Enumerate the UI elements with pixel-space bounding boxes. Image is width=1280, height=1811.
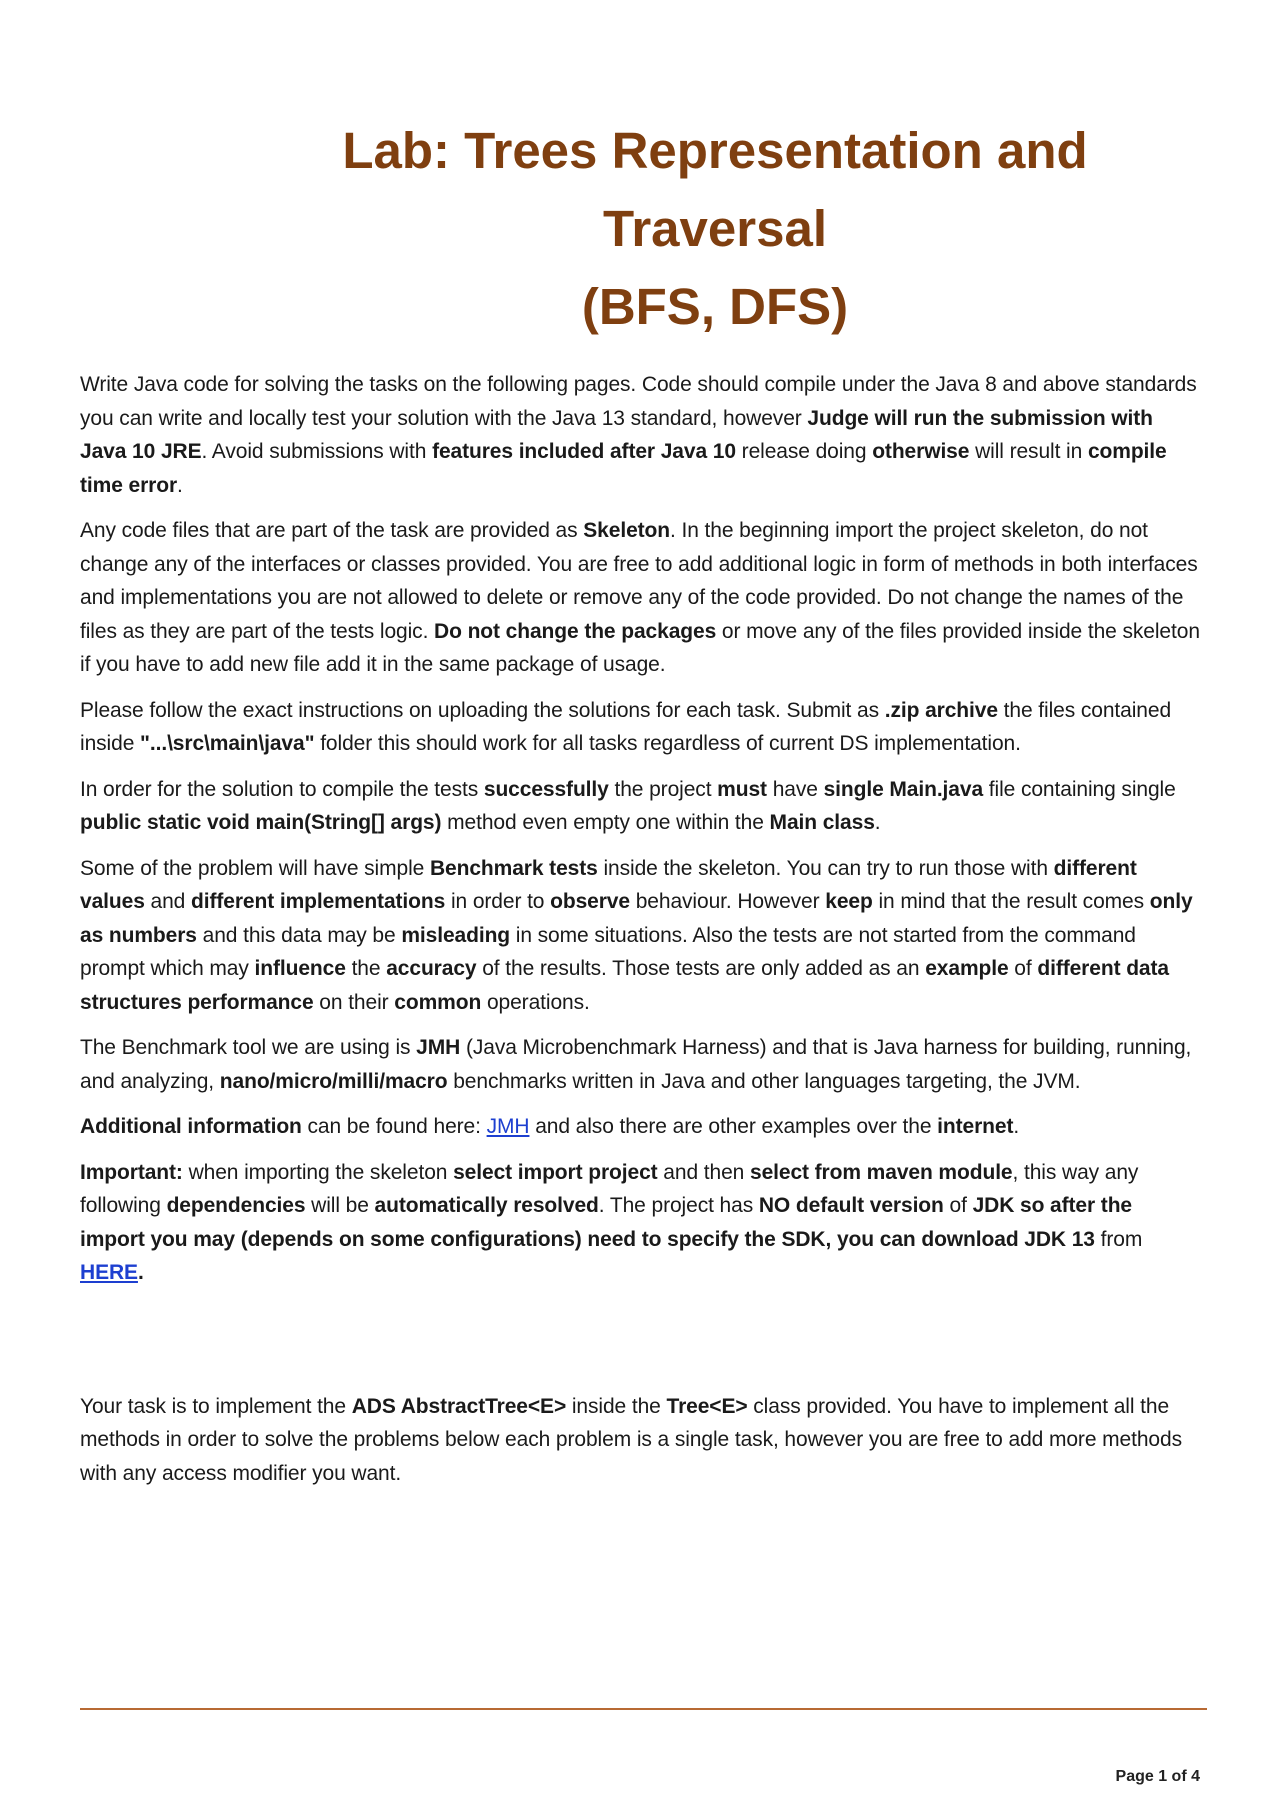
paragraph-main-class: In order for the solution to compile the tests successfully the project must have single Main.java file containing single public static void main(String[] args) method even empty one within the Main class. bbox=[80, 777, 1176, 834]
paragraph-important: Important: when importing the skeleton select import project and then select from maven module, this way any following dependencies will be automatically resolved. The project has NO default version of JDK so after the import you may (depends on some configurations) need to specify the SDK, you can download JDK 13 from HERE. bbox=[80, 1160, 1143, 1284]
paragraph-benchmark: Some of the problem will have simple Benchmark tests inside the skeleton. You can try to run those with different values and different implementations in order to observe behaviour. However keep in mind that the result comes only as numbers and this data may be misleading in some situations. Also the tests are not started from the command prompt which may influence the accuracy of the results. Those tests are only added as an example of different data structures performance on their common operations. bbox=[80, 856, 1193, 1014]
page-title-line2: (BFS, DFS) bbox=[581, 278, 849, 335]
paragraph-java-version: Write Java code for solving the tasks on the following pages. Code should compile under the Java 8 and above standards you can write and locally test your solution with the Java 13 standard, however Judge will run the submission with Java 10 JRE. Avoid submissions with features included after Java 10 release doing otherwise will result in compile time error. bbox=[80, 373, 1197, 497]
paragraph-task: Your task is to implement the ADS AbstractTree<E> inside the Tree<E> class provided. You have to implement all the methods in order to solve the problems below each problem is a single task, however you are free to add more methods with any access modifier you want. bbox=[80, 1394, 1182, 1485]
document-body bbox=[80, 368, 1200, 1490]
page-title-line1: Lab: Trees Representation and Traversal bbox=[342, 122, 1088, 257]
jmh-link[interactable]: JMH bbox=[486, 1115, 530, 1138]
footer-divider bbox=[80, 1708, 1207, 1710]
page-number: Page 1 of 4 bbox=[1115, 1768, 1200, 1785]
page-title bbox=[80, 112, 1200, 346]
document-page bbox=[80, 0, 1200, 1811]
paragraph-additional-info: Additional information can be found here: JMH and also there are other examples over the internet. bbox=[80, 1115, 1020, 1138]
paragraph-skeleton: Any code files that are part of the task are provided as Skeleton. In the beginning import the project skeleton, do not change any of the interfaces or classes provided. You are free to add additional logic in form of methods in both interfaces and implementations you are not allowed to delete or remove any of the code provided. Do not change the names of the files as they are part of the tests logic. Do not change the packages or move any of the files provided inside the skeleton if you have to add new file add it in the same package of usage. bbox=[80, 519, 1200, 676]
paragraph-upload: Please follow the exact instructions on uploading the solutions for each task. Submit as .zip archive the files contained inside "...\src\main\java" folder this should work for all tasks regardless of current DS implementation. bbox=[80, 698, 1172, 755]
paragraph-jmh: The Benchmark tool we are using is JMH (Java Microbenchmark Harness) and that is Java harness for building, running, and analyzing, nano/micro/milli/macro benchmarks written in Java and other languages targeting, the JVM. bbox=[80, 1036, 1192, 1093]
spacer bbox=[80, 1302, 1200, 1390]
jdk-download-link[interactable]: HERE bbox=[80, 1261, 138, 1284]
